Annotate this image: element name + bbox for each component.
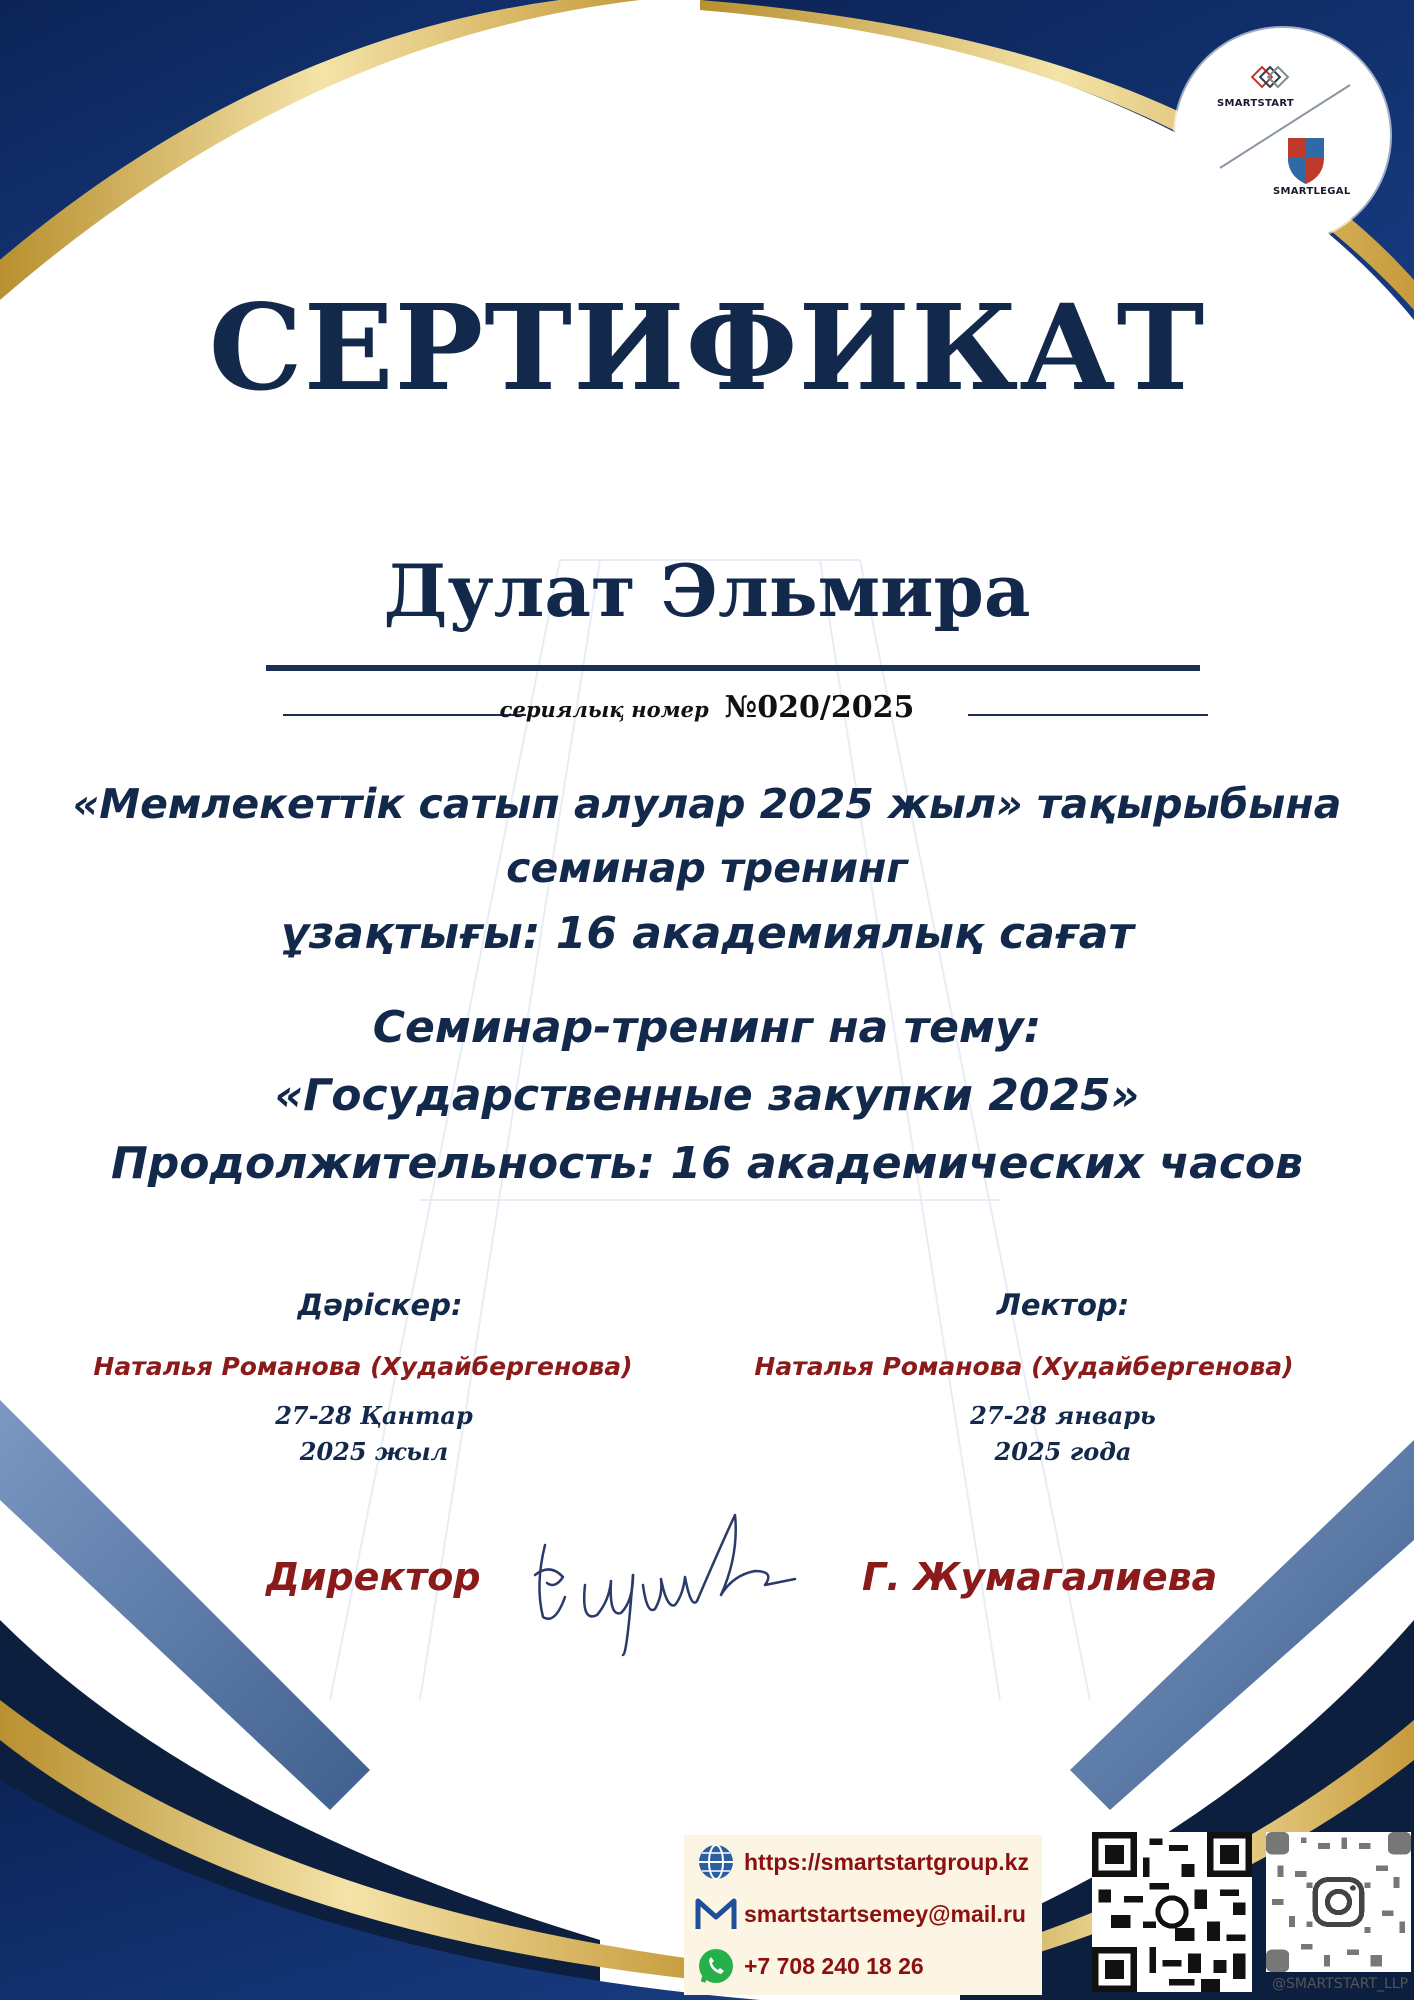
course-kz-line3: ұзақтығы: 16 академиялық сағат	[280, 908, 1134, 959]
qr-code-icon	[1092, 1832, 1252, 1992]
instagram-icon	[1315, 1880, 1361, 1925]
lecturer-kz-title: Дәріскер:	[297, 1288, 463, 1322]
website-link[interactable]: https://smartstartgroup.kz	[744, 1848, 1029, 1875]
phone-row[interactable]	[694, 1945, 924, 1987]
mail-icon	[694, 1893, 738, 1935]
director-signature	[525, 1505, 815, 1665]
whatsapp-qr-code[interactable]	[1092, 1832, 1252, 1992]
recipient-name: Дулат Эльмира	[383, 548, 1031, 633]
instagram-qr-code[interactable]	[1266, 1832, 1411, 1972]
instagram-handle[interactable]: @SMARTSTART_LLP	[1272, 1976, 1409, 1992]
logo-graphic	[1175, 28, 1390, 243]
email-row[interactable]	[694, 1893, 1026, 1935]
phone-number[interactable]: +7 708 240 18 26	[744, 1952, 924, 1979]
lecturer-kz-date2: 2025 жыл	[299, 1437, 449, 1466]
certificate-title: СЕРТИФИКАТ	[208, 278, 1206, 417]
course-ru-line1: Семинар-тренинг на тему:	[372, 1002, 1042, 1053]
globe-icon	[694, 1841, 738, 1883]
serial-label: сериялық номер	[499, 697, 709, 722]
logo-bottom-text: SMARTLEGAL	[1273, 186, 1351, 197]
director-name: Г. Жумагалиева	[862, 1555, 1218, 1599]
email-link[interactable]: smartstartsemey@mail.ru	[744, 1900, 1026, 1927]
serial-number-row	[0, 690, 1414, 725]
lecturer-ru-name: Наталья Романова (Худайбергенова)	[754, 1352, 1294, 1381]
lecturer-ru-date2: 2025 года	[994, 1437, 1132, 1466]
course-kz-line1: «Мемлекеттік сатып алулар 2025 жыл» тақырыбына	[72, 780, 1342, 828]
whatsapp-icon	[694, 1945, 738, 1987]
website-row[interactable]	[694, 1841, 1029, 1883]
contacts-panel	[684, 1835, 1042, 1995]
company-logo-badge	[1175, 28, 1390, 243]
lecturer-ru-title: Лектор:	[996, 1288, 1130, 1322]
lecturer-ru-date1: 27-28 январь	[970, 1401, 1156, 1430]
director-title: Директор	[266, 1555, 481, 1599]
name-underline	[266, 665, 1200, 671]
course-kz-line2: семинар тренинг	[506, 844, 908, 892]
serial-number: №020/2025	[724, 690, 915, 725]
logo-top-text: SMARTSTART	[1217, 98, 1295, 109]
lecturer-kz-name: Наталья Романова (Худайбергенова)	[93, 1352, 633, 1381]
course-ru-line3: Продолжительность: 16 академических часов	[110, 1138, 1304, 1189]
course-ru-line2: «Государственные закупки 2025»	[274, 1070, 1140, 1121]
lecturer-kz-date1: 27-28 Қантар	[275, 1401, 473, 1430]
